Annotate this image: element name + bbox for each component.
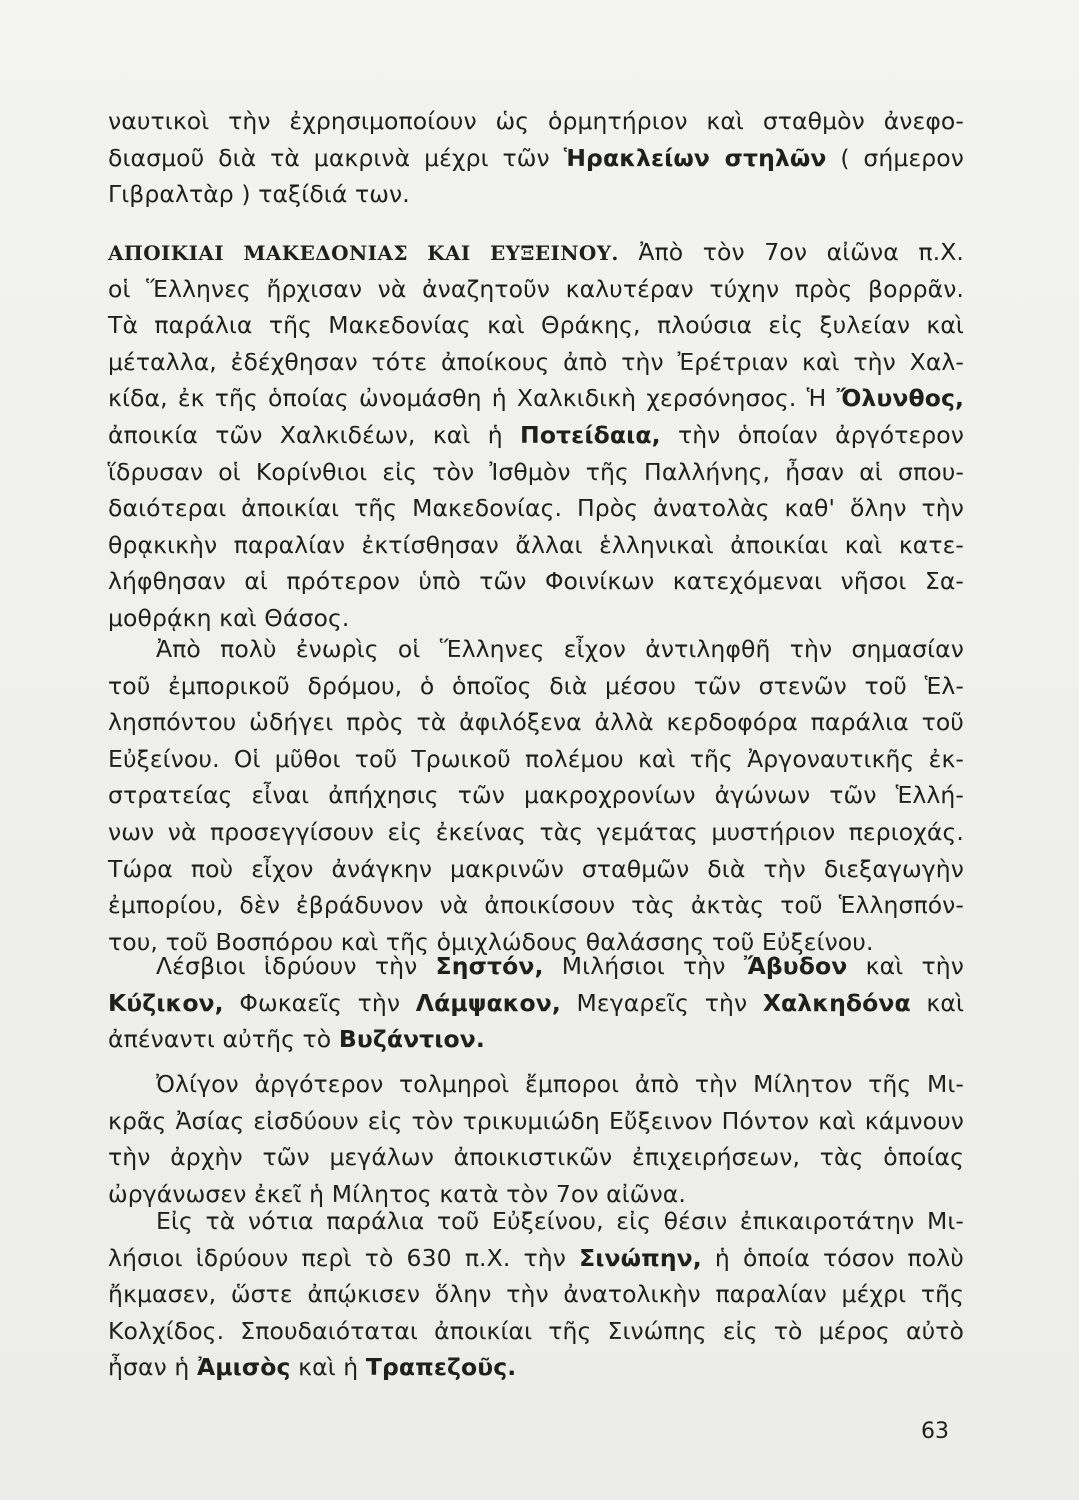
text-line <box>108 851 964 888</box>
paragraph-sinope <box>108 1203 964 1386</box>
text-run: Μιλήσιοι τὴν <box>543 952 744 980</box>
text-line <box>108 417 964 454</box>
text-run: λήφθησαν αἱ πρότερον ὑπὸ τῶν Φοινίκων κατεχόμεναι νῆσοι Σα- <box>108 567 964 596</box>
text-run: ἵδρυσαν οἱ Κορίνθιοι εἰς τὸν Ἰσθμὸν τῆς Παλλήνης, ἦσαν αἱ σπου- <box>108 457 964 486</box>
emphasis-term: Ὄλυνθος, <box>836 384 964 413</box>
text-line <box>108 103 964 140</box>
emphasis-term: Ἀμισὸς <box>196 1353 291 1382</box>
emphasis-term: Ἡρακλείων στηλῶν <box>563 143 827 172</box>
paragraph-colonies-macedonia <box>108 234 964 637</box>
text-run: λησπόντου ὡδήγει πρὸς τὰ ἀφιλόξενα ἀλλὰ κερδοφόρα παράλια τοῦ <box>108 708 964 737</box>
text-run: ἦσαν ἡ <box>108 1353 197 1382</box>
paragraph-intro <box>108 103 964 213</box>
emphasis-term: Χαλκηδόνα <box>762 988 911 1017</box>
text-run: κίδα, ἐκ τῆς ὁποίας ὠνομάσθη ἡ Χαλκιδικὴ χερσόνησος. Ἡ <box>108 384 837 413</box>
text-run: Τὰ παράλια τῆς Μακεδονίας καὶ Θράκης, πλούσια εἰς ξυλείαν καὶ <box>108 311 964 340</box>
text-line <box>108 704 964 741</box>
text-run: Εἰς τὰ νότια παράλια τοῦ Εὐξείνου, εἰς θέσιν ἐπικαιροτάτην Μι- <box>156 1207 964 1235</box>
text-run: ναυτικοὶ τὴν ἐχρησιμοποίουν ὡς ὁρμητήριον καὶ σταθμὸν ἀνεφο- <box>108 107 964 135</box>
text-line <box>108 948 964 985</box>
text-run: καὶ τὴν <box>847 952 964 980</box>
text-line <box>108 271 964 308</box>
text-run: Ἀπὸ πολὺ ἐνωρὶς οἱ Ἕλληνες εἶχον ἀντιληφθῆ τὴν σημασίαν <box>156 635 964 663</box>
emphasis-term: Κύζικον, <box>108 988 224 1017</box>
text-run: καὶ ἡ <box>290 1353 366 1382</box>
emphasis-term: Λάμψακον, <box>415 988 561 1017</box>
text-run: Λέσβιοι ἱδρύουν τὴν <box>156 952 436 980</box>
text-line <box>108 1203 964 1240</box>
emphasis-term: Ἄβυδον <box>743 952 848 980</box>
text-run: ( σήμερον <box>826 143 964 172</box>
emphasis-term: Τραπεζοῦς. <box>365 1353 517 1382</box>
text-run: Ὀλίγον ἀργότερον τολμηροὶ ἔμποροι ἀπὸ τὴν Μίλητον τῆς Μι- <box>156 1070 964 1098</box>
text-run: του, τοῦ Βοσπόρου καὶ τῆς ὁμιχλώδους θαλάσσης τοῦ Εὐξείνου. <box>108 927 874 956</box>
text-run: ἀποικία τῶν Χαλκιδέων, καὶ ἡ <box>108 420 521 449</box>
text-run: τοῦ ἐμπορικοῦ δρόμου, ὁ ὁποῖος διὰ μέσου τῶν στενῶν τοῦ Ἑλ- <box>108 671 964 700</box>
text-run: Φωκαεῖς τὴν <box>223 988 416 1017</box>
text-line <box>108 777 964 814</box>
text-run: Γιβραλτὰρ ) ταξίδιά των. <box>108 180 410 209</box>
text-run: ἤκμασεν, ὥστε ἀπῴκισεν ὅλην τὴν ἀνατολικὴν παραλίαν μέχρι τῆς <box>108 1280 964 1309</box>
text-line <box>108 490 964 527</box>
text-line <box>108 527 964 564</box>
text-run: μοθρᾴκη καὶ Θάσος. <box>108 603 350 632</box>
text-run: Τώρα ποὺ εἶχον ἀνάγκην μακρινῶν σταθμῶν διὰ τὴν διεξαγωγὴν <box>108 854 964 883</box>
paragraph-miletus <box>108 1066 964 1212</box>
text-run: τὴν ὁποίαν ἀργότερον <box>660 420 964 449</box>
text-line <box>108 454 964 491</box>
text-line <box>108 307 964 344</box>
paragraph-trade-route <box>108 631 964 960</box>
text-line <box>108 1066 964 1103</box>
text-run: ὠργάνωσεν ἐκεῖ ἡ Μίλητος κατὰ τὸν 7ον αἰῶνα. <box>108 1179 686 1208</box>
page-number: 63 <box>921 1419 949 1444</box>
text-line <box>108 1021 964 1058</box>
text-line <box>108 563 964 600</box>
text-run: νων νὰ προσεγγίσουν εἰς ἐκείνας τὰς γεμάτας μυστήριον περιοχάς. <box>108 817 964 846</box>
text-run: κρᾶς Ἀσίας εἰσδύουν εἰς τὸν τρικυμιώδη Εὔξεινον Πόντον καὶ κάμνουν <box>108 1106 964 1135</box>
text-run: καὶ <box>910 988 964 1017</box>
paragraph-city-list <box>108 948 964 1058</box>
text-line <box>108 140 964 177</box>
text-line <box>108 1240 964 1277</box>
text-run: οἱ Ἕλληνες ἤρχισαν νὰ ἀναζητοῦν καλυτέραν τύχην πρὸς βορρᾶν. <box>108 274 964 303</box>
text-run: Κολχίδος. Σπουδαιόταται ἀποικίαι τῆς Σινώπης εἰς τὸ μέρος αὐτὸ <box>108 1316 964 1345</box>
emphasis-term: Βυζάντιον. <box>338 1025 485 1054</box>
text-line <box>108 176 964 213</box>
text-run: διασμοῦ διὰ τὰ μακρινὰ μέχρι τῶν <box>108 143 564 172</box>
text-line <box>108 344 964 381</box>
text-run: ἀπέναντι αὐτῆς τὸ <box>108 1025 339 1054</box>
text-line <box>108 1276 964 1313</box>
text-run: Μεγαρεῖς τὴν <box>560 988 763 1017</box>
text-line <box>108 668 964 705</box>
text-run: ἡ ὁποία τόσον πολὺ <box>701 1243 964 1272</box>
section-heading: ΑΠΟΙΚΙΑΙ ΜΑΚΕΔΟΝΙΑΣ ΚΑΙ ΕΥΞΕΙΝΟΥ. <box>108 241 619 265</box>
text-run: θρᾳκικὴν παραλίαν ἐκτίσθησαν ἄλλαι ἑλληνικαὶ ἀποικίαι καὶ κατε- <box>108 530 964 559</box>
text-run: μέταλλα, ἐδέχθησαν τότε ἀποίκους ἀπὸ τὴν Ἐρέτριαν καὶ τὴν Χαλ- <box>108 347 964 376</box>
text-line <box>108 1313 964 1350</box>
emphasis-term: Ποτείδαια, <box>520 420 661 449</box>
text-line <box>108 985 964 1022</box>
text-line <box>108 887 964 924</box>
text-run: δαιότεραι ἀποικίαι τῆς Μακεδονίας. Πρὸς ἀνατολὰς καθ' ὅλην τὴν <box>108 494 964 523</box>
text-run: Ἀπὸ τὸν 7ον αἰῶνα π.Χ. <box>618 238 964 266</box>
text-line <box>108 234 964 271</box>
text-line <box>108 380 964 417</box>
text-line <box>108 1103 964 1140</box>
text-run: ἐμπορίου, δὲν ἐβράδυνον νὰ ἀποικίσουν τὰς ἀκτὰς τοῦ Ἑλλησπόν- <box>108 891 964 920</box>
emphasis-term: Σηστόν, <box>435 952 544 980</box>
text-line <box>108 631 964 668</box>
text-run: στρατείας εἶναι ἀπήχησις τῶν μακροχρονίων ἀγώνων τῶν Ἑλλή- <box>108 781 964 810</box>
text-run: Εὐξείνου. Οἱ μῦθοι τοῦ Τρωικοῦ πολέμου καὶ τῆς Ἀργοναυτικῆς ἐκ- <box>108 744 964 773</box>
text-line <box>108 741 964 778</box>
text-run: τὴν ἀρχὴν τῶν μεγάλων ἀποικιστικῶν ἐπιχειρήσεων, τὰς ὁποίας <box>108 1143 964 1172</box>
emphasis-term: Σινώπην, <box>579 1243 702 1272</box>
text-line <box>108 1349 964 1386</box>
text-line <box>108 814 964 851</box>
text-line <box>108 1139 964 1176</box>
text-run: λήσιοι ἱδρύουν περὶ τὸ 630 π.Χ. τὴν <box>108 1243 580 1272</box>
